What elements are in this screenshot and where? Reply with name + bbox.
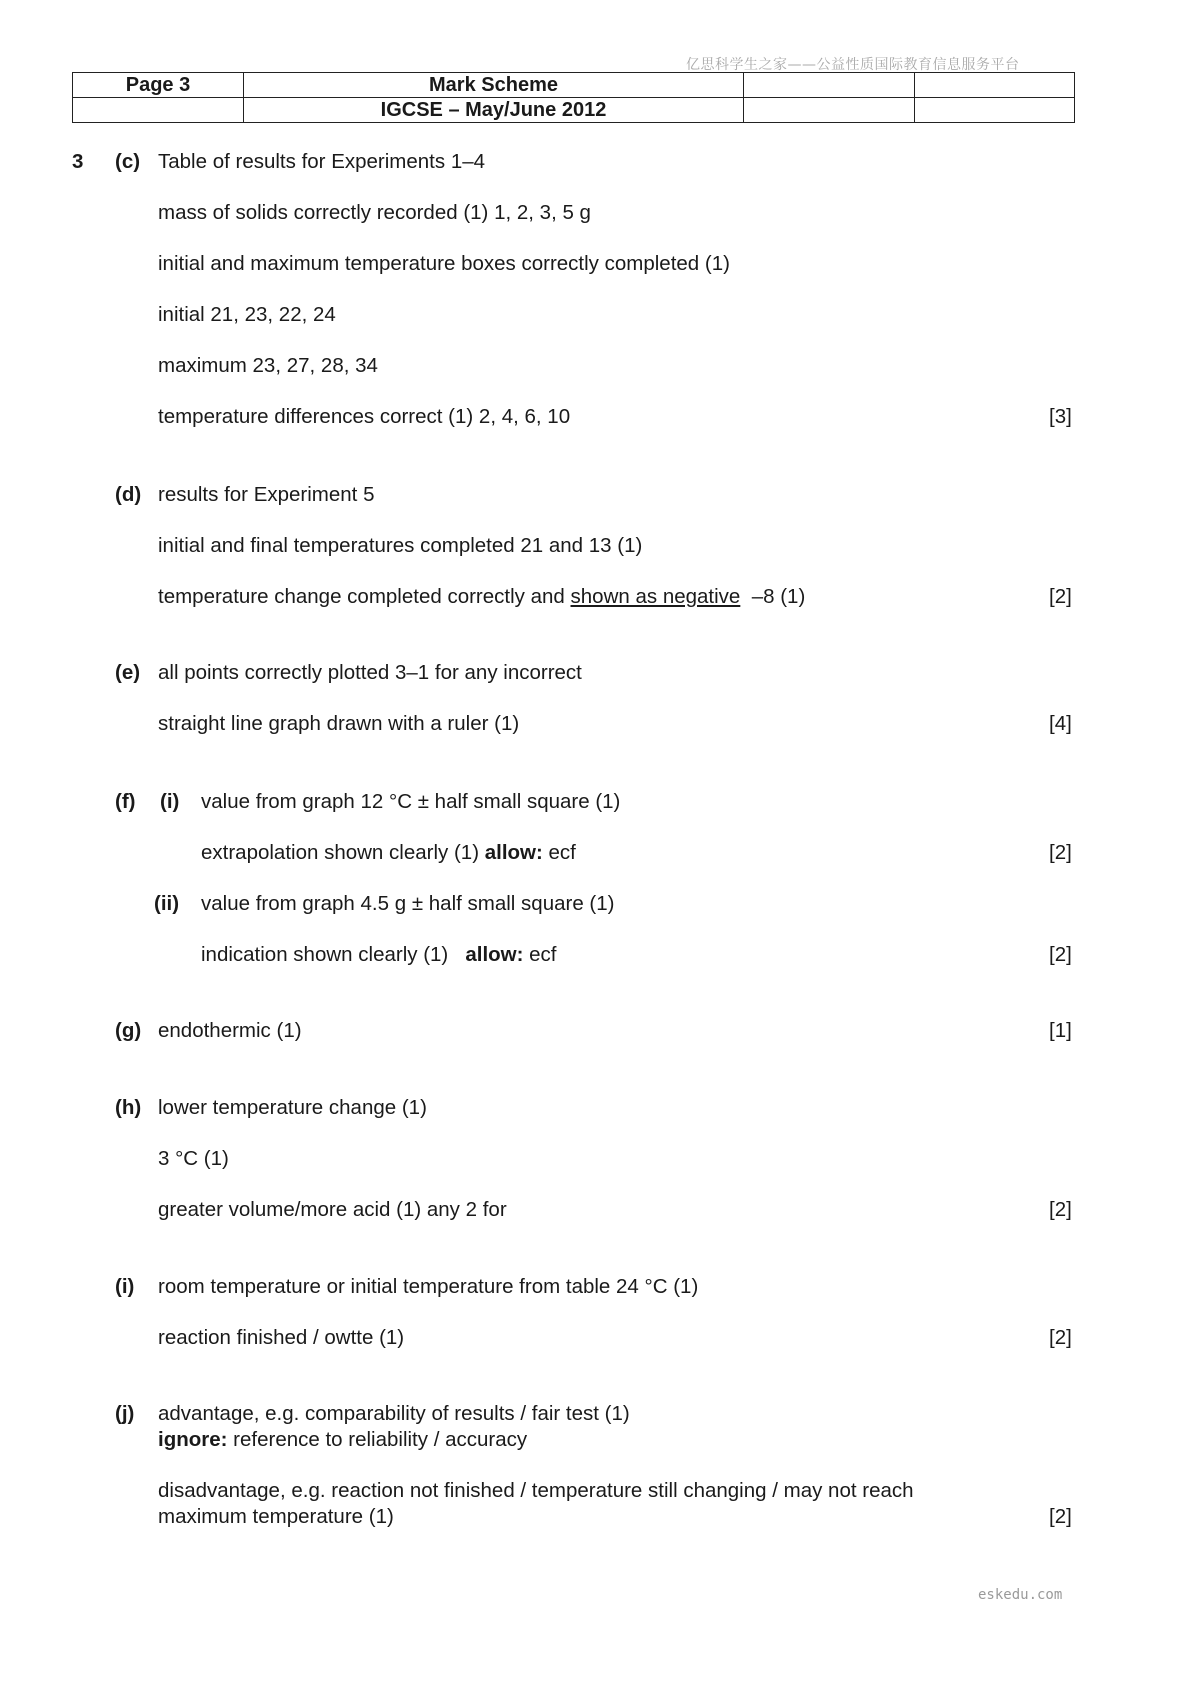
part-j-line: disadvantage, e.g. reaction not finished / temperature still changing / may not reach (158, 1479, 914, 1502)
part-f-i-line: value from graph 12 °C ± half small square (1) (201, 790, 621, 813)
part-d-underlined-text: shown as negative (570, 585, 741, 608)
part-d-line: initial and final temperatures completed 21 and 13 (1) (158, 534, 643, 557)
part-d-line (158, 584, 805, 610)
part-f-label: (f) (115, 790, 136, 813)
header-empty-cell (744, 98, 915, 123)
header-empty-cell (915, 98, 1075, 123)
part-h-line: lower temperature change (1) (158, 1096, 427, 1119)
part-i-line: room temperature or initial temperature from table 24 °C (1) (158, 1275, 699, 1298)
part-e-mark: [4] (1049, 712, 1072, 735)
header-title: Mark Scheme (244, 73, 744, 98)
part-h-line: 3 °C (1) (158, 1147, 229, 1170)
header-table (72, 72, 1075, 123)
part-d-text: temperature change completed correctly and (158, 585, 571, 608)
part-d-mark: [2] (1049, 585, 1072, 608)
watermark: 亿思科学生之家——公益性质国际教育信息服务平台 (686, 57, 1020, 73)
part-f-i-bold: allow: (484, 841, 543, 864)
part-i-line: reaction finished / owtte (1) (158, 1326, 405, 1349)
footer-site: eskedu.com (978, 1587, 1063, 1603)
part-j-bold: ignore: (158, 1428, 228, 1451)
part-i-mark: [2] (1049, 1326, 1072, 1349)
part-g-line: endothermic (1) (158, 1019, 302, 1042)
part-g-mark: [1] (1049, 1019, 1072, 1042)
part-f-i-text: ecf (542, 841, 576, 864)
part-f-i-line (201, 840, 576, 866)
part-j-label: (j) (115, 1402, 135, 1425)
part-c-label: (c) (115, 150, 141, 173)
part-e-line: all points correctly plotted 3–1 for any incorrect (158, 661, 582, 684)
part-c-line: initial and maximum temperature boxes correctly completed (1) (158, 252, 730, 275)
part-c-line: mass of solids correctly recorded (1) 1, 2, 3, 5 g (158, 201, 591, 224)
question-number: 3 (72, 150, 84, 173)
part-d-label: (d) (115, 483, 142, 506)
part-f-ii-label: (ii) (154, 892, 180, 915)
part-f-i-mark: [2] (1049, 841, 1072, 864)
part-h-mark: [2] (1049, 1198, 1072, 1221)
part-g-label: (g) (115, 1019, 142, 1042)
part-j-line: advantage, e.g. comparability of results / fair test (1) (158, 1402, 630, 1425)
part-h-line: greater volume/more acid (1) any 2 for (158, 1198, 507, 1221)
header-empty-cell (915, 73, 1075, 98)
part-c-line: initial 21, 23, 22, 24 (158, 303, 336, 326)
part-f-ii-line: value from graph 4.5 g ± half small square (1) (201, 892, 615, 915)
header-empty-cell (73, 98, 244, 123)
header-page: Page 3 (73, 73, 244, 98)
part-f-i-text: extrapolation shown clearly (1) (201, 841, 485, 864)
part-h-label: (h) (115, 1096, 142, 1119)
part-e-label: (e) (115, 661, 141, 684)
part-c-line: Table of results for Experiments 1–4 (158, 150, 486, 173)
part-i-label: (i) (115, 1275, 135, 1298)
part-e-line: straight line graph drawn with a ruler (1) (158, 712, 520, 735)
part-f-ii-text: ecf (523, 943, 557, 966)
part-j-text: reference to reliability / accuracy (227, 1428, 528, 1451)
part-f-ii-mark: [2] (1049, 943, 1072, 966)
part-j-mark: [2] (1049, 1505, 1072, 1528)
part-c-line: maximum 23, 27, 28, 34 (158, 354, 378, 377)
part-c-mark: [3] (1049, 405, 1072, 428)
part-f-i-label: (i) (160, 790, 180, 813)
part-f-ii-line (201, 942, 556, 968)
header-subtitle: IGCSE – May/June 2012 (244, 98, 744, 123)
header-empty-cell (744, 73, 915, 98)
part-d-text: –8 (1) (740, 585, 806, 608)
part-c-line: temperature differences correct (1) 2, 4, 6, 10 (158, 405, 571, 428)
part-f-ii-text: indication shown clearly (1) (201, 943, 466, 966)
part-f-ii-bold: allow: (465, 943, 524, 966)
part-j-line: maximum temperature (1) (158, 1505, 394, 1528)
part-j-line (158, 1427, 527, 1453)
part-d-line: results for Experiment 5 (158, 483, 375, 506)
